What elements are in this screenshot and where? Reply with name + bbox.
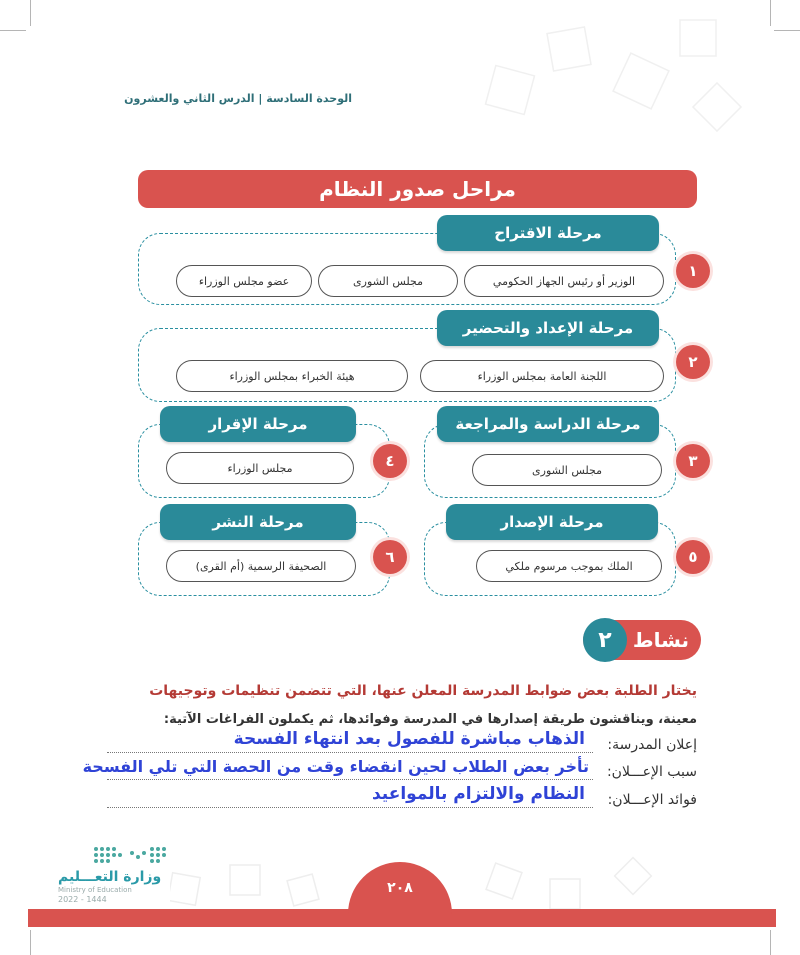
field-label: فوائد الإعـــلان: — [607, 792, 697, 808]
ministry-name-ar: وزارة التعـــليم — [58, 869, 162, 885]
activity-instruction-line-2: معينة، ويناقشون طريقة إصدارها في المدرسة وفوائدها، ثم يكملون الفراغات الآتية: — [163, 712, 697, 727]
background-pattern — [470, 10, 760, 140]
field-answer: الذهاب مباشرة للفصول بعد انتهاء الفسحة — [233, 729, 585, 749]
stage-3-title: مرحلة الدراسة والمراجعة — [437, 406, 659, 442]
field-dotted-line — [107, 752, 593, 753]
activity-label: نشاط — [632, 628, 689, 652]
stage-2-item: اللجنة العامة بمجلس الوزراء — [420, 360, 664, 392]
stage-6-title: مرحلة النشر — [160, 504, 356, 540]
field-answer: تأخر بعض الطلاب لحين انقضاء وقت من الحصة التي تلي الفسحة — [82, 757, 589, 776]
stage-2-number: ٢ — [676, 345, 710, 379]
crop-mark — [30, 0, 31, 26]
crop-mark — [0, 30, 26, 31]
stage-5-title: مرحلة الإصدار — [446, 504, 658, 540]
stage-6-number: ٦ — [373, 540, 407, 574]
crop-mark — [770, 930, 771, 955]
stage-2-title: مرحلة الإعداد والتحضير — [437, 310, 659, 346]
stage-1-number: ١ — [676, 254, 710, 288]
crop-mark — [770, 0, 771, 26]
edition-year: 2022 - 1444 — [58, 895, 107, 904]
field-label: إعلان المدرسة: — [607, 737, 697, 753]
stage-4-title: مرحلة الإقرار — [160, 406, 356, 442]
announcement-benefits-row — [107, 784, 697, 810]
stage-1-item: الوزير أو رئيس الجهاز الحكومي — [464, 265, 664, 297]
stage-4-item: مجلس الوزراء — [166, 452, 354, 484]
stage-1-title: مرحلة الاقتراح — [437, 215, 659, 251]
field-answer: النظام والالتزام بالمواعيد — [371, 784, 585, 804]
school-announcement-row — [107, 729, 697, 755]
field-dotted-line — [107, 807, 593, 808]
breadcrumb: الوحدة السادسة | الدرس الثاني والعشرون — [124, 92, 352, 105]
ministry-name-en: Ministry of Education — [58, 886, 132, 894]
stage-1-item: عضو مجلس الوزراء — [176, 265, 312, 297]
stage-3-number: ٣ — [676, 444, 710, 478]
field-dotted-line — [107, 779, 593, 780]
diagram-title: مراحل صدور النظام — [138, 170, 697, 208]
stage-5-item: الملك بموجب مرسوم ملكي — [476, 550, 662, 582]
activity-badge — [583, 620, 701, 660]
stage-5-number: ٥ — [676, 540, 710, 574]
announcement-reason-row — [82, 756, 697, 782]
stage-6-item: الصحيفة الرسمية (أم القرى) — [166, 550, 356, 582]
stage-4-number: ٤ — [373, 444, 407, 478]
activity-number: ٢ — [583, 618, 627, 662]
page-number: ٢٠٨ — [348, 862, 452, 914]
crop-mark — [774, 30, 800, 31]
crop-mark — [30, 930, 31, 955]
stage-3-item: مجلس الشورى — [472, 454, 662, 486]
stage-1-item: مجلس الشورى — [318, 265, 458, 297]
field-label: سبب الإعـــلان: — [606, 764, 697, 780]
stage-2-item: هيئة الخبراء بمجلس الوزراء — [176, 360, 408, 392]
activity-instruction-line-1: يختار الطلبة بعض ضوابط المدرسة المعلن عنها، التي تتضمن تنظيمات وتوجيهات — [149, 683, 697, 699]
ministry-logo-icon — [92, 843, 170, 867]
